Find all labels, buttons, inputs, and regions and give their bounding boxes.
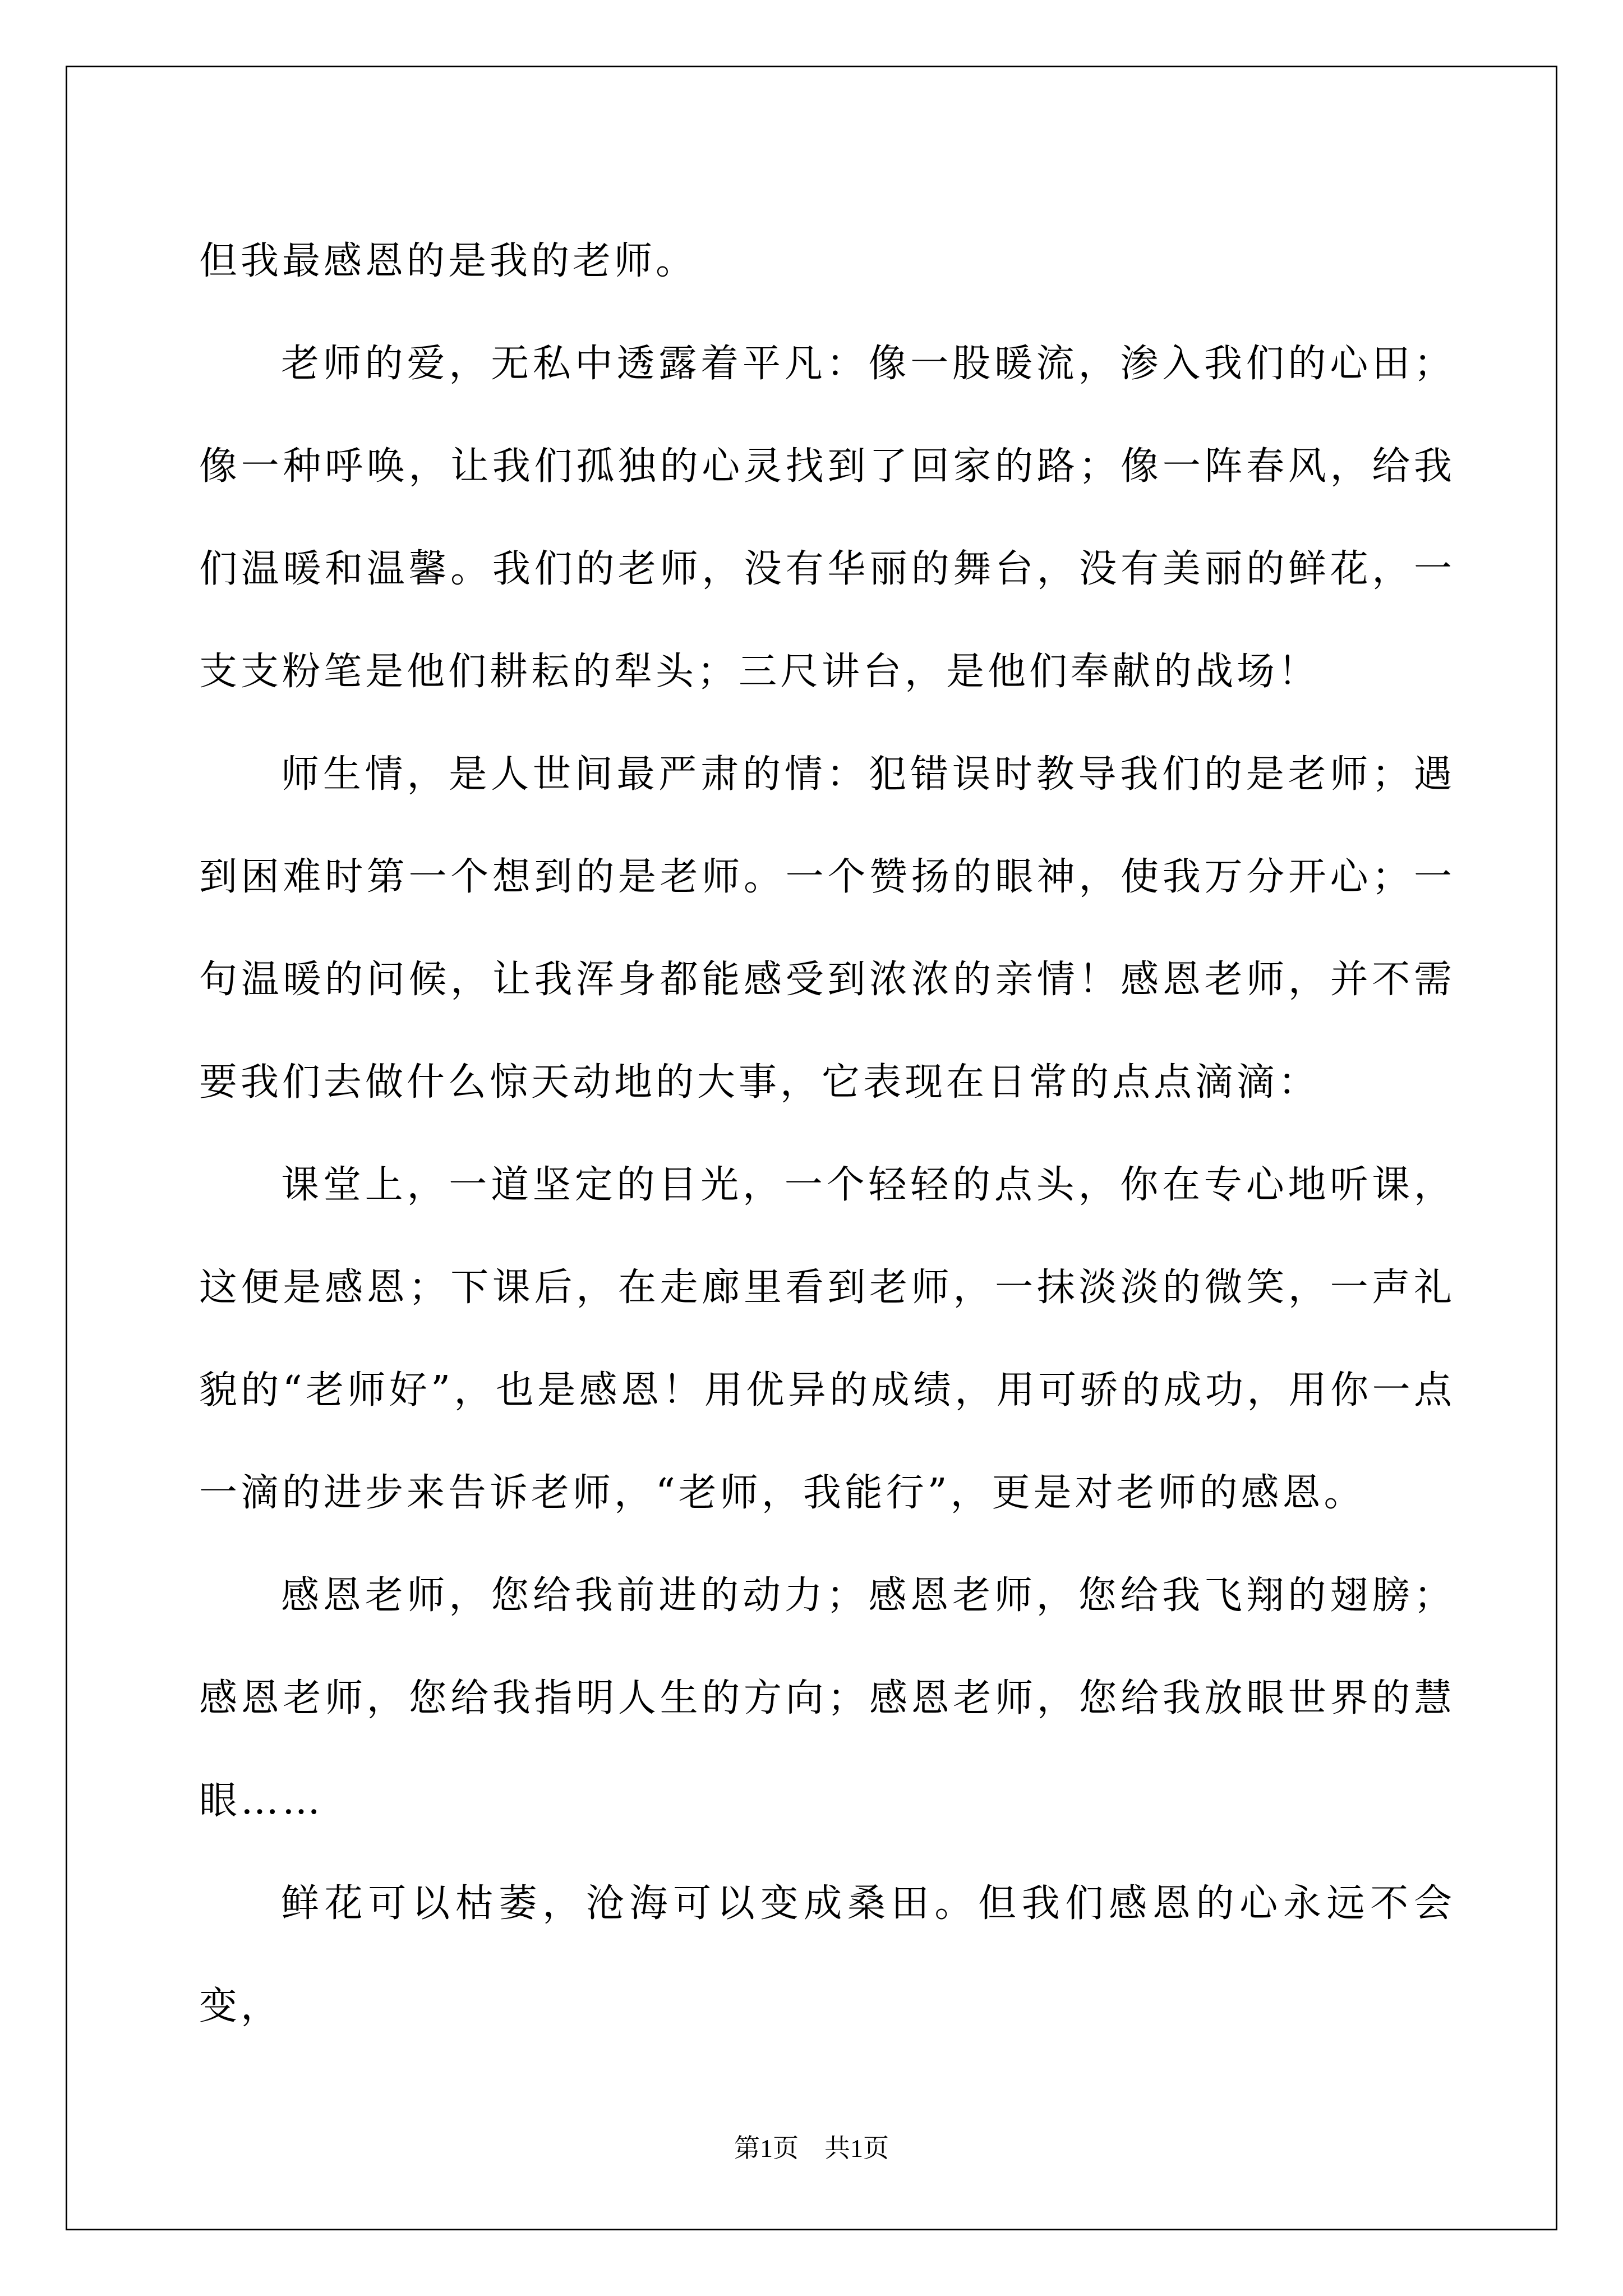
paragraph-1: 但我最感恩的是我的老师。 — [199, 239, 698, 283]
page-number-footer: 第1页 共1页 — [734, 2134, 889, 2162]
paragraph-3: 师生情，是人世间最严肃的情：犯错误时教导我们的是老师；遇到困难时第一个想到的是老师。一个赞扬的眼神，使我万分开心；一句温暖的问候，让我浑身都能感受到浓浓的亲情！感恩老师，并不需要我们去做什么惊天动地的大事，它表现在日常的点点滴滴： — [199, 752, 1455, 1105]
paragraph-5: 感恩老师，您给我前进的动力；感恩老师，您给我飞翔的翅膀；感恩老师，您给我指明人生的方向；感恩老师，您给我放眼世界的慧眼…… — [199, 1573, 1455, 1823]
paragraph-6: 鲜花可以枯萎，沧海可以变成桑田。但我们感恩的心永远不会变， — [199, 1881, 1455, 2028]
paragraph-4: 课堂上，一道坚定的目光，一个轻轻的点头，你在专心地听课，这便是感恩；下课后，在走廊里看到老师，一抹淡淡的微笑，一声礼貌的“老师好”，也是感恩！用优异的成绩，用可骄的成功，用你一点一滴的进步来告诉老师，“老师，我能行”，更是对老师的感恩。 — [199, 1163, 1455, 1515]
document-body — [199, 210, 1455, 2058]
paragraph-2: 老师的爱，无私中透露着平凡：像一股暖流，渗入我们的心田；像一种呼唤，让我们孤独的心灵找到了回家的路；像一阵春风，给我们温暖和温馨。我们的老师，没有华丽的舞台，没有美丽的鲜花，一支支粉笔是他们耕耘的犁头；三尺讲台，是他们奉献的战场！ — [199, 342, 1455, 694]
